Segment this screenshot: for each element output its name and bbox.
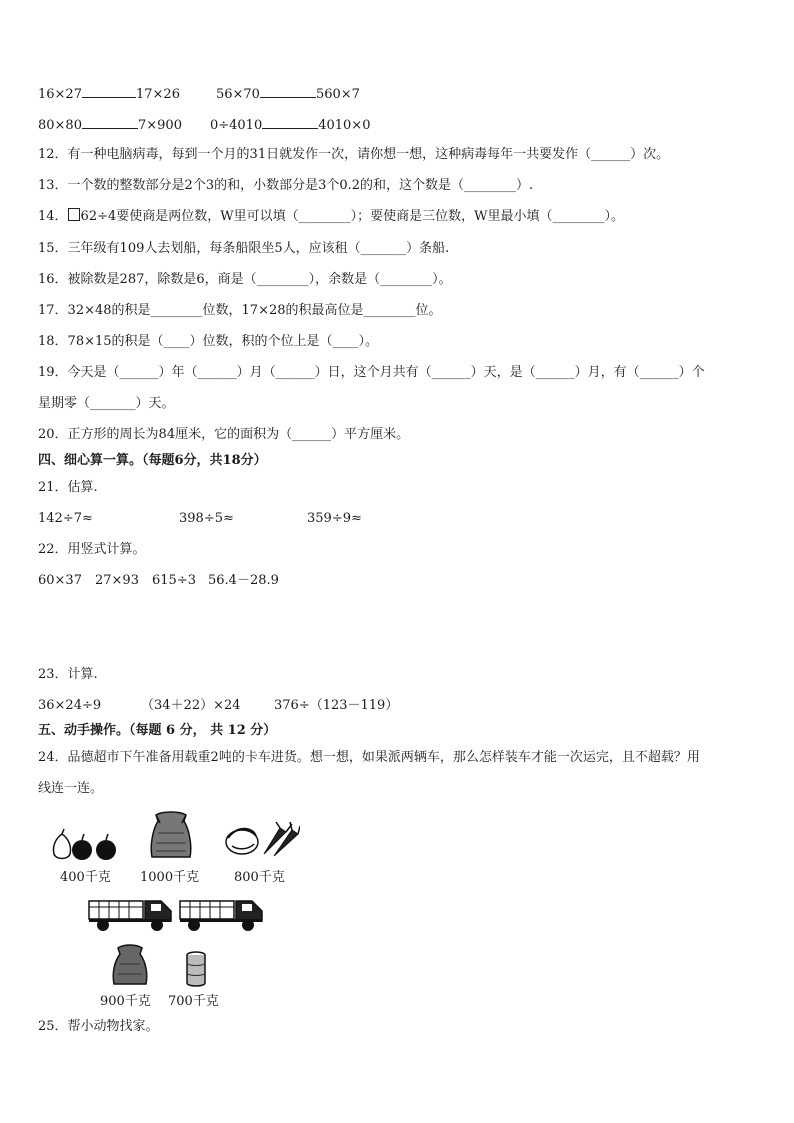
question-24-line-2: 线连一连。 [38,781,104,796]
question-25-label: 25．帮小动物找家。 [38,1019,159,1034]
compare-expr: 7×900 [137,118,182,133]
question-text: ）天，是（ [470,365,536,380]
vegetables-icon [222,820,300,858]
compare-expr: 0÷4010 [209,118,263,133]
question-text: ）。 [358,334,379,349]
question-22-items [38,572,279,590]
question-text: 20．正方形的周长为84厘米，它的面积为（ [38,427,293,442]
question-23-label: 23．计算. [38,667,98,682]
question-text: ）. [516,178,534,193]
answer-blank[interactable]: ______ [275,365,315,380]
question-21-label: 21．估算. [38,480,98,495]
question-18 [38,333,378,351]
answer-blank[interactable]: ________ [150,303,203,318]
answer-blank[interactable]: ______ [591,147,631,162]
compare-expr: 560×7 [315,87,360,102]
question-text: 16．被除数是287，除数是6，商是（ [38,272,257,287]
question-text: ）。 [604,209,625,224]
compare-expr: 16×27 [38,87,82,102]
vertical-calc-item: 56.4－28.9 [208,573,279,588]
question-text: ）天。 [135,396,175,411]
question-text: 18．78×15的积是（ [38,334,164,349]
question-text: 17．32×48的积是 [38,303,151,318]
question-20 [38,426,409,444]
question-text: ）次。 [630,147,670,162]
truck-icon[interactable] [178,893,266,933]
question-21-items [38,510,362,528]
calc-item: 36×24÷9 [38,698,102,713]
answer-blank[interactable]: ________ [363,303,416,318]
question-23-items [38,697,398,715]
question-text: 15．三年级有109人去划船，每条船限坐5人，应该租（ [38,241,361,256]
question-number: 14． [38,209,68,224]
answer-blank[interactable] [260,83,316,98]
truck-icon[interactable] [87,893,175,933]
calc-item: 376÷（123－119） [274,698,399,713]
question-17 [38,302,442,320]
vertical-calc-item: 615÷3 [152,573,196,588]
question-text: ）年（ [158,365,198,380]
question-text: ）月（ [236,365,276,380]
estimate-item: 359÷9≈ [307,511,362,526]
goods-weight-label: 400千克 [60,870,111,885]
question-text: ）平方厘米。 [331,427,410,442]
barrel-icon [184,950,208,988]
question-text: ）位数，积的个位上是（ [189,334,333,349]
question-text: 62÷4要使商是两位数，W里可以填（ [80,209,299,224]
question-text: 12．有一种电脑病毒，每到一个月的31日就发作一次，请你想一想，这种病毒每年一共要发作（ [38,147,592,162]
question-14 [38,208,624,226]
compare-row-1 [38,83,360,104]
question-text: ）；要使商是三位数，W里最小填（ [350,209,553,224]
empty-box-icon [68,208,80,221]
answer-blank[interactable]: ____ [332,334,359,349]
sack-icon [110,944,150,988]
answer-blank[interactable]: ______ [292,427,332,442]
question-text: ）条船. [406,241,450,256]
answer-blank[interactable] [82,83,136,98]
question-24-line-1: 24．品德超市下午准备用载重2吨的卡车进货。想一想，如果派两辆车，那么怎样装车才能一次运完，且不超载？用 [38,750,700,765]
answer-blank[interactable]: ______ [639,365,679,380]
answer-blank[interactable]: ______ [119,365,159,380]
answer-blank[interactable]: ______ [197,365,237,380]
question-text: ）。 [432,272,452,287]
question-text: ）日，这个月共有（ [314,365,432,380]
question-16 [38,271,452,289]
fruit-icon [48,828,120,862]
answer-blank[interactable]: ________ [464,178,517,193]
grain-sack-icon [148,811,194,861]
estimate-item: 398÷5≈ [179,511,234,526]
question-text: 位。 [415,303,442,318]
goods-weight-label: 1000千克 [140,870,200,885]
question-text: 位数，17×28的积最高位是 [202,303,364,318]
question-text: ）月，有（ [574,365,640,380]
question-15 [38,240,449,258]
calc-item: （34＋22）×24 [141,698,241,713]
compare-expr: 56×70 [215,87,260,102]
compare-row-2 [38,114,370,135]
section-4-title: 四、细心算一算。（每题6分，共18分） [38,453,267,468]
answer-blank[interactable]: ________ [552,209,605,224]
question-text: ），余数是（ [308,272,381,287]
answer-blank[interactable]: ________ [380,272,433,287]
question-19-line-2 [38,395,175,413]
answer-blank[interactable] [262,114,318,129]
answer-blank[interactable]: ______ [431,365,471,380]
question-19-line-1 [38,364,705,382]
question-text: ）个 [678,365,705,380]
answer-blank[interactable] [82,114,138,129]
question-text: 13．一个数的整数部分是2个3的和，小数部分是3个0.2的和，这个数是（ [38,178,465,193]
compare-expr: 80×80 [38,118,82,133]
vertical-calc-item: 27×93 [95,573,139,588]
goods-weight-label: 800千克 [234,870,285,885]
answer-blank[interactable]: ____ [163,334,190,349]
answer-blank[interactable]: ________ [298,209,351,224]
answer-blank[interactable]: _______ [360,241,407,256]
section-5-title: 五、动手操作。（每题 6 分， 共 12 分） [38,723,277,738]
answer-blank[interactable]: ________ [256,272,309,287]
question-12 [38,146,669,164]
question-13 [38,177,533,195]
estimate-item: 142÷7≈ [38,511,93,526]
compare-expr: 4010×0 [318,118,371,133]
compare-expr: 17×26 [135,87,180,102]
question-22-label: 22．用竖式计算。 [38,542,146,557]
goods-weight-label: 700千克 [168,994,219,1009]
vertical-calc-item: 60×37 [38,573,82,588]
answer-blank[interactable]: ______ [535,365,575,380]
question-text: 星期零（ [38,396,91,411]
answer-blank[interactable]: _______ [90,396,136,411]
goods-weight-label: 900千克 [100,994,151,1009]
question-text: 19．今天是（ [38,365,120,380]
